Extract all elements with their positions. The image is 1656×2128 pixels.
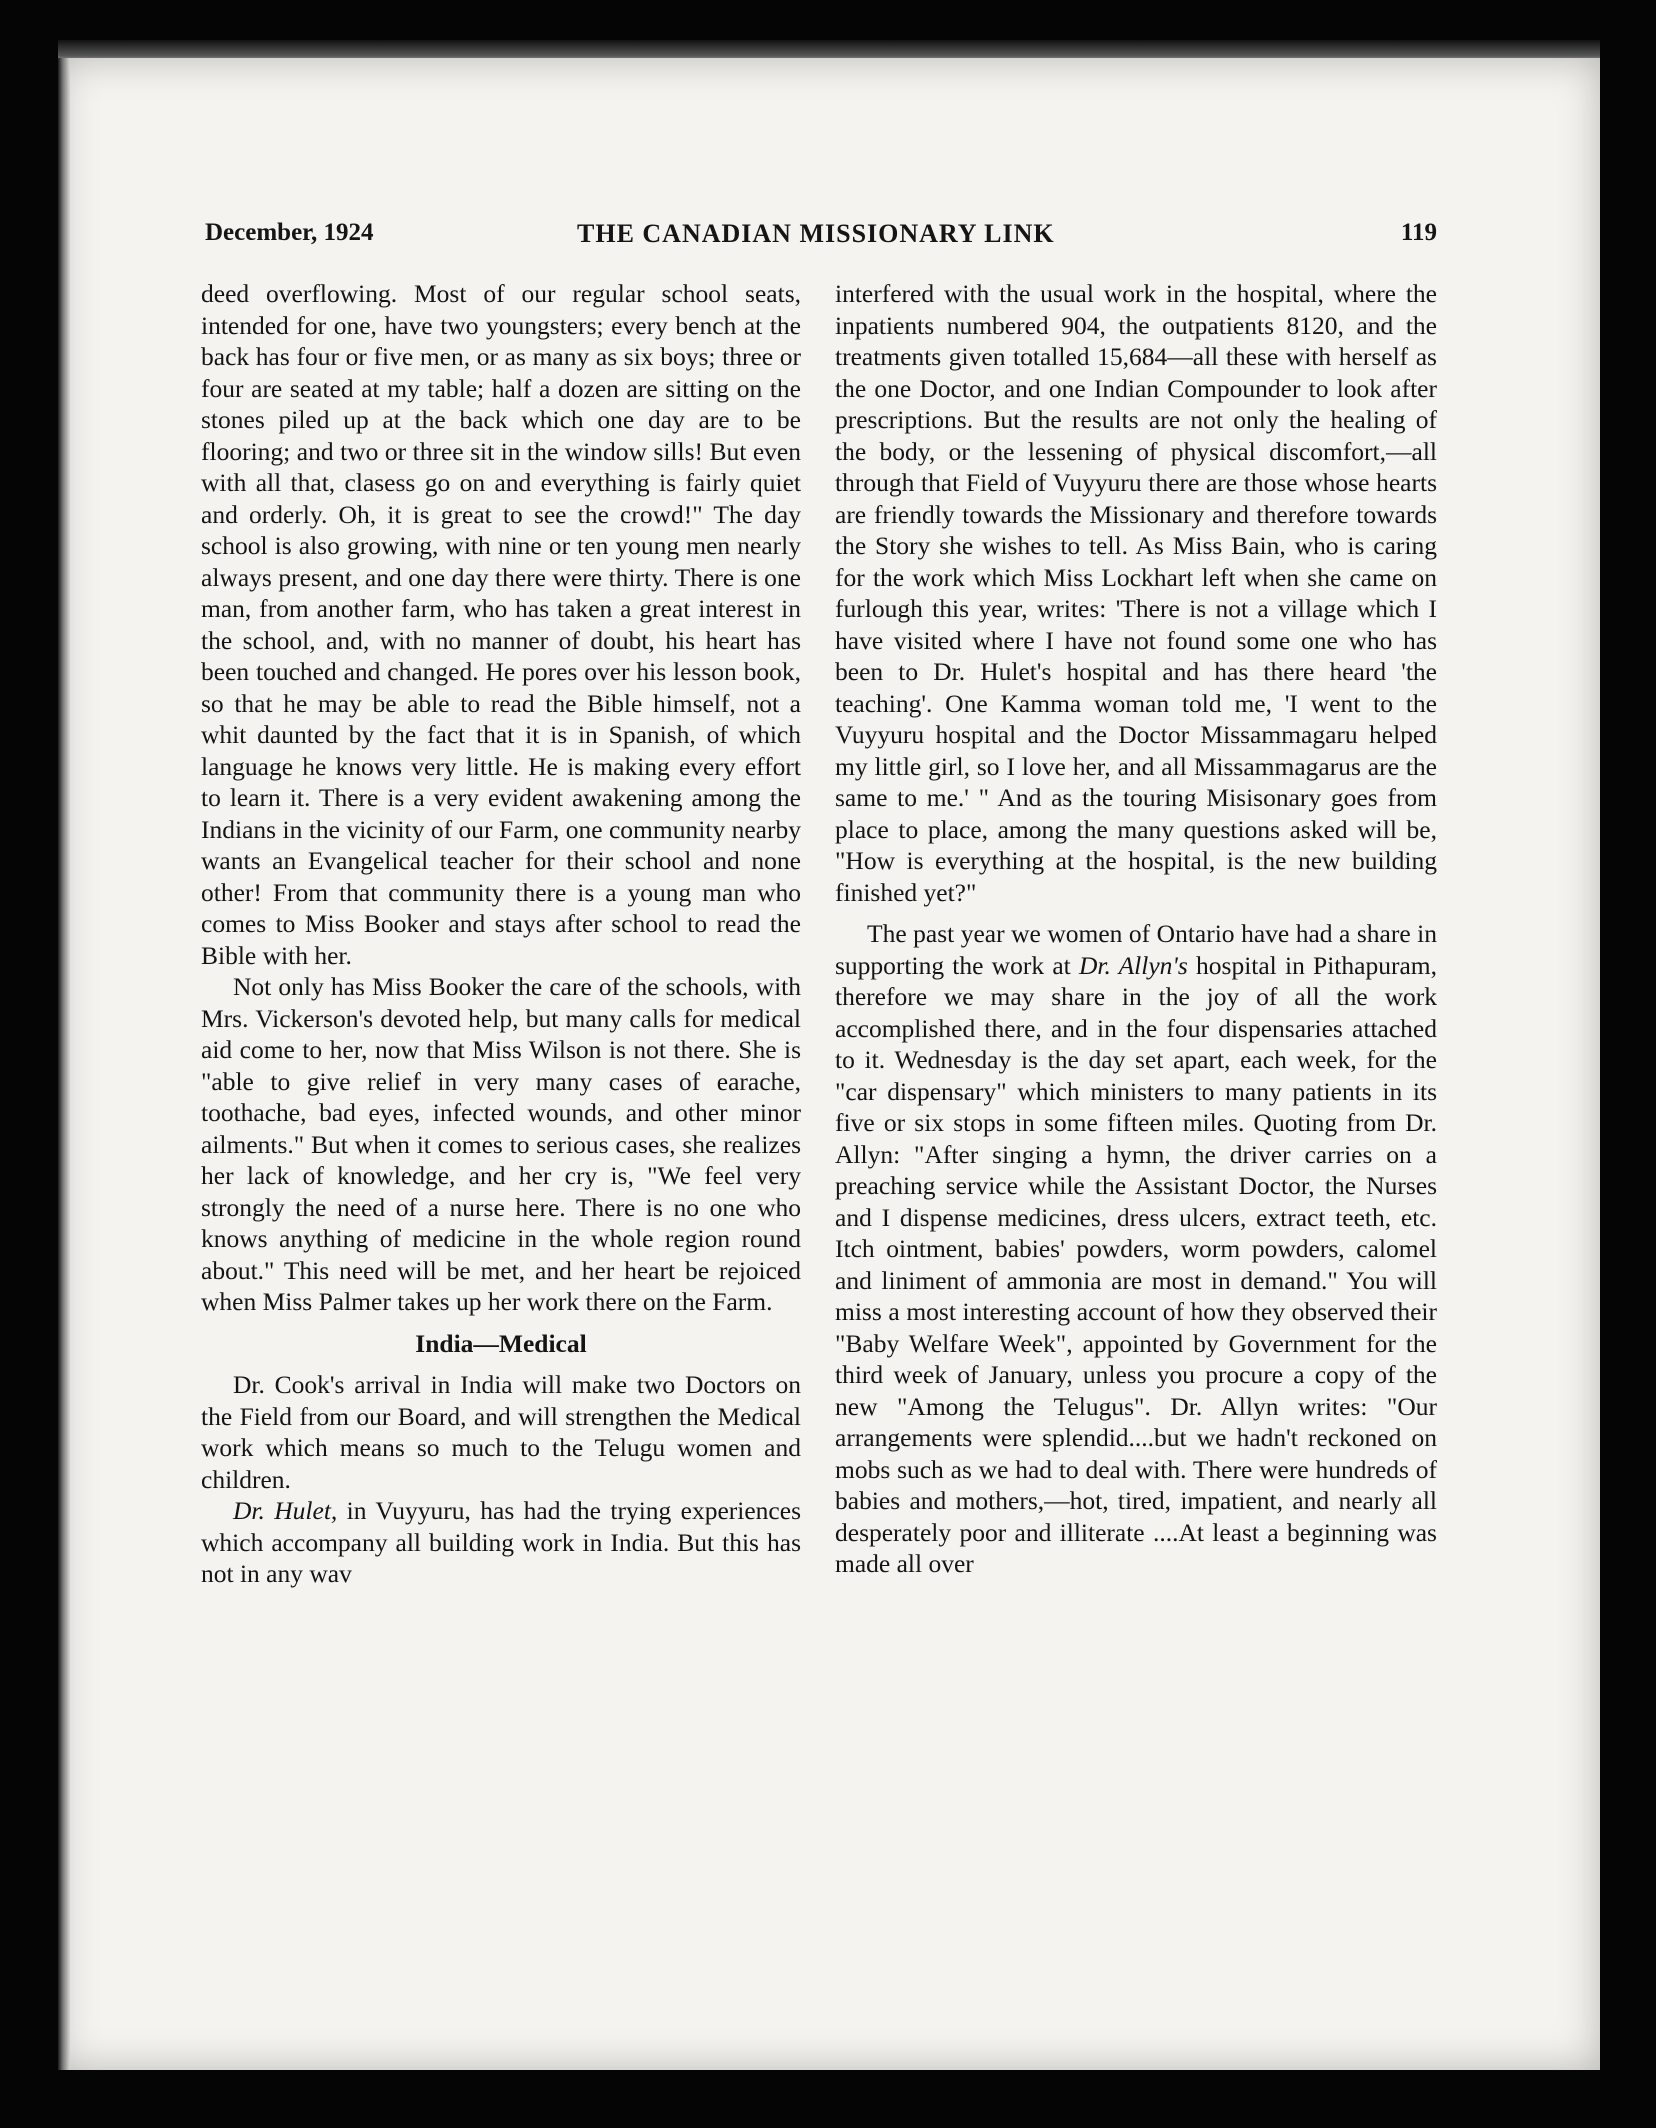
section-heading: India—Medical [415, 1328, 587, 1358]
page-number: 119 [1400, 219, 1437, 246]
paragraph: Dr. Cook's arrival in India will make two Doctors on the Field from our Board, and will strengthen the Medical work which means so much to the Telugu women and children. [201, 1370, 801, 1494]
publication-title: THE CANADIAN MISSIONARY LINK [577, 219, 1055, 248]
left-column [201, 278, 801, 1590]
paragraph: deed overflowing. Most of our regular school seats, intended for one, have two youngsters; every bench at the back has four or five men, or as many as six boys; three or four are seated at my table; half a dozen are sitting on the stones piled up at the back which one day are to be flooring; and two or three sit in the window sills! But even with all that, clasess go on and everything is fairly quiet and orderly. Oh, it is great to see the crowd!" The day school is also growing, with nine or ten young men nearly always present, and one day there were thirty. There is one man, from another farm, who has taken a great interest in the school, and, with no manner of doubt, his heart has been touched and changed. He pores over his lesson book, so that he may be able to read the Bible himself, not a whit daunted by the fact that it is in Spanish, of which language he knows very little. He is making every effort to learn it. There is a very evident awakening among the Indians in the vicinity of our Farm, one community nearby wants an Evangelical teacher for their school and none other! From that community there is a young man who comes to Miss Booker and stays after school to read the Bible with her. [201, 279, 801, 970]
person-name: Dr. Allyn's [1078, 950, 1188, 980]
person-name: Dr. Hulet, [233, 1496, 338, 1525]
paragraph-text: The past year we women of Ontario have had a share in supporting the work at [835, 919, 1437, 980]
paragraph [835, 918, 1437, 1580]
paragraph: Not only has Miss Booker the care of the schools, with Mrs. Vickerson's devoted help, but many calls for medical aid come to her, now that Miss Wilson is not there. She is "able to give relief in very many cases of earache, toothache, bad eyes, infected wounds, and other minor ailments." But when it comes to serious cases, she realizes her lack of knowledge, and her cry is, "We feel very strongly the need of a nurse here. There is no one who knows anything of medicine in the whole region round about." This need will be met, and her heart be rejoiced when Miss Palmer takes up her work there on the Farm. [201, 972, 801, 1316]
paragraph-text: hospital in Pithapuram, therefore we may share in the joy of all the work accomplished there, and in the four dispensaries attached to it. Wednesday is the day set apart, each week, for the "car dispensary" which ministers to many patients in its five or six stops in some fifteen miles. Quoting from Dr. Allyn: "After singing a hymn, the driver carries on a preaching service while the Assistant Doctor, the Nurses and I dispense medicines, dress ulcers, extract teeth, etc. Itch ointment, babies' powders, worm powders, calomel and liniment of ammonia are most in demand." You will miss a most interesting account of how they observed their "Baby Welfare Week", appointed by Government for the third week of January, unless you procure a copy of the new "Among the Telugus". Dr. Allyn writes: "Our arrangements were splendid....but we hadn't reckoned on mobs such as we had to deal with. There were hundreds of babies and mothers,—hot, tired, impatient, and nearly all desperately poor and illiterate ....At least a beginning was made all over [835, 950, 1437, 1578]
right-column [835, 278, 1437, 1580]
paragraph [201, 1495, 801, 1590]
running-header [205, 219, 1437, 255]
paragraph: interfered with the usual work in the hospital, where the inpatients numbered 904, the outpatients 8120, and the treatments given totalled 15,684—all these with herself as the one Doctor, and one Indian Compounder to look after prescriptions. But the results are not only the healing of the body, or the lessening of physical discomfort,—all through that Field of Vuyyuru there are those whose hearts are friendly towards the Missionary and therefore towards the Story she wishes to tell. As Miss Bain, who is caring for the work which Miss Lockhart left when she came on furlough this year, writes: 'There is not a village which I have visited where I have not found some one who has been to Dr. Hulet's hospital and has there heard 'the teaching'. One Kamma woman told me, 'I went to the Vuyyuru hospital and the Doctor Missammagaru helped my little girl, so I love her, and all Missammagarus are the same to me.' " And as the touring Misisonary goes from place to place, among the many questions asked will be, "How is everything at the hospital, is the new building finished yet?" [835, 279, 1437, 907]
page-binding-edge [58, 58, 70, 2070]
issue-date: December, 1924 [205, 219, 374, 246]
paragraph-text: in Vuyyuru, has had the trying experiences which accompany all building work in India. But this has not in any wav [201, 1496, 801, 1588]
